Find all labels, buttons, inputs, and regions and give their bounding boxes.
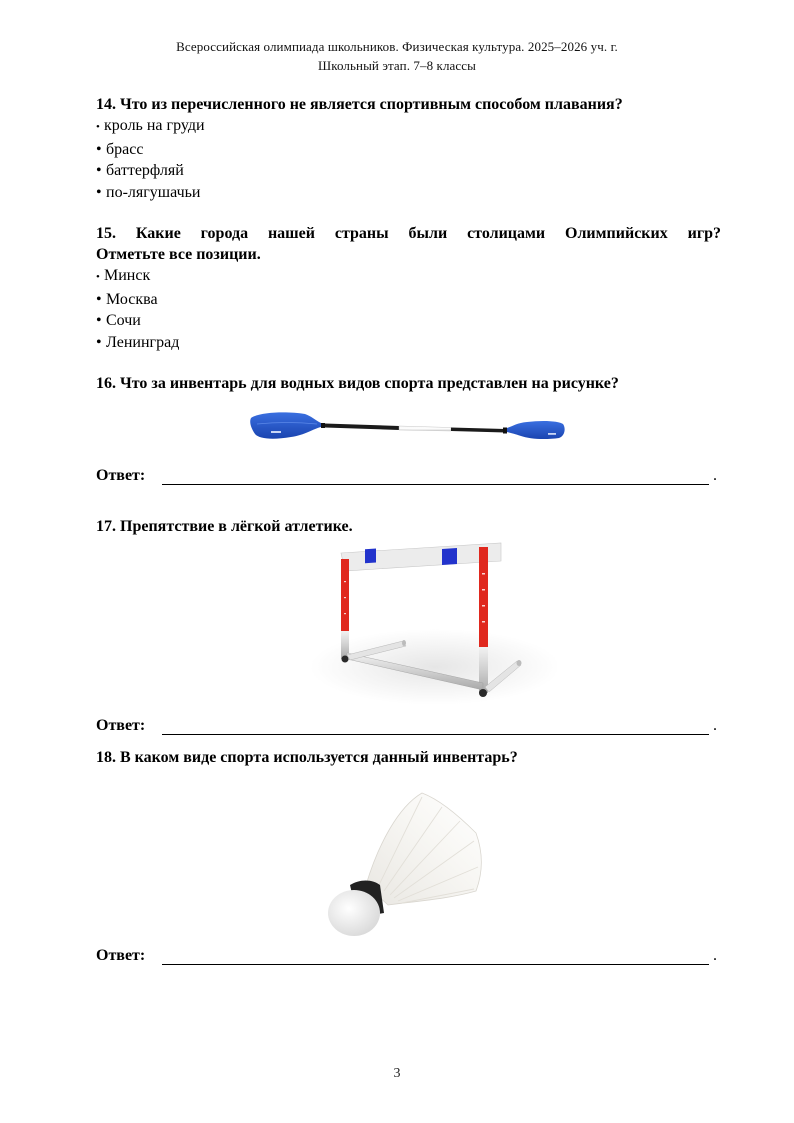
option[interactable] xyxy=(96,332,721,354)
bullet-icon: • xyxy=(96,140,102,158)
question-18 xyxy=(96,747,721,768)
question-text: Какие города нашей страны были столицами Олимпийских игр? xyxy=(135,225,722,242)
bullet-icon: • xyxy=(96,312,102,329)
option[interactable] xyxy=(96,310,721,332)
option[interactable] xyxy=(96,182,721,204)
option-label: Сочи xyxy=(106,312,141,329)
option[interactable] xyxy=(96,139,721,161)
answer-18 xyxy=(96,947,726,969)
bullet-icon: • xyxy=(96,183,102,201)
question-text: Что за инвентарь для водных видов спорта представлен на рисунке? xyxy=(120,375,619,392)
question-text-line-2: Отметьте все позиции. xyxy=(96,246,261,263)
answer-16 xyxy=(96,467,726,489)
question-number: 18. xyxy=(96,749,116,766)
question-text-line-1 xyxy=(96,223,721,244)
answer-label: Ответ: xyxy=(96,467,146,484)
bullet-icon: • xyxy=(96,121,100,133)
kayak-paddle-image xyxy=(247,408,567,444)
option-label: кроль на груди xyxy=(104,117,205,134)
answer-input[interactable] xyxy=(162,734,709,735)
page-number: 3 xyxy=(393,1066,401,1081)
question-number: 17. xyxy=(96,518,116,535)
bullet-icon: • xyxy=(96,271,100,283)
question-16 xyxy=(96,373,721,394)
shuttlecock-icon xyxy=(318,785,498,940)
question-15 xyxy=(96,223,721,265)
question-14 xyxy=(96,94,721,115)
option[interactable] xyxy=(96,289,721,311)
question-text: Что из перечисленного не является спортивным способом плавания? xyxy=(120,96,623,113)
question-14-options xyxy=(96,115,721,203)
answer-input[interactable] xyxy=(162,964,709,965)
option-label: Ленинград xyxy=(106,333,180,351)
question-number: 16. xyxy=(96,375,116,392)
answer-end-dot: . xyxy=(713,467,717,484)
question-text: В каком виде спорта используется данный инвентарь? xyxy=(120,749,518,766)
answer-label: Ответ: xyxy=(96,947,146,964)
answer-input[interactable] xyxy=(162,484,709,485)
question-number: 14. xyxy=(96,96,116,113)
answer-end-dot: . xyxy=(713,947,717,964)
header-line-1: Всероссийская олимпиада школьников. Физическая культура. 2025–2026 уч. г. xyxy=(176,39,618,54)
answer-label: Ответ: xyxy=(96,717,146,734)
question-17 xyxy=(96,516,721,537)
answer-end-dot: . xyxy=(713,717,717,734)
document-header xyxy=(0,37,794,75)
bullet-icon: • xyxy=(96,162,102,179)
question-text: Препятствие в лёгкой атлетике. xyxy=(120,518,353,535)
bullet-icon: • xyxy=(96,290,102,308)
option[interactable] xyxy=(96,115,721,139)
question-15-options xyxy=(96,265,721,353)
option-label: Минск xyxy=(104,267,151,284)
option-label: брасс xyxy=(106,140,144,158)
option[interactable] xyxy=(96,265,721,289)
kayak-paddle-icon xyxy=(247,408,567,444)
badminton-shuttlecock-image xyxy=(318,785,498,940)
question-number: 15. xyxy=(96,225,116,242)
answer-17 xyxy=(96,717,726,739)
option-label: Москва xyxy=(106,290,158,308)
option[interactable] xyxy=(96,160,721,182)
athletics-hurdle-image xyxy=(305,537,557,707)
option-label: баттерфляй xyxy=(106,162,184,179)
hurdle-icon xyxy=(305,537,557,707)
bullet-icon: • xyxy=(96,333,102,351)
option-label: по-лягушачьи xyxy=(106,183,201,201)
header-line-2: Школьный этап. 7–8 классы xyxy=(318,58,476,73)
